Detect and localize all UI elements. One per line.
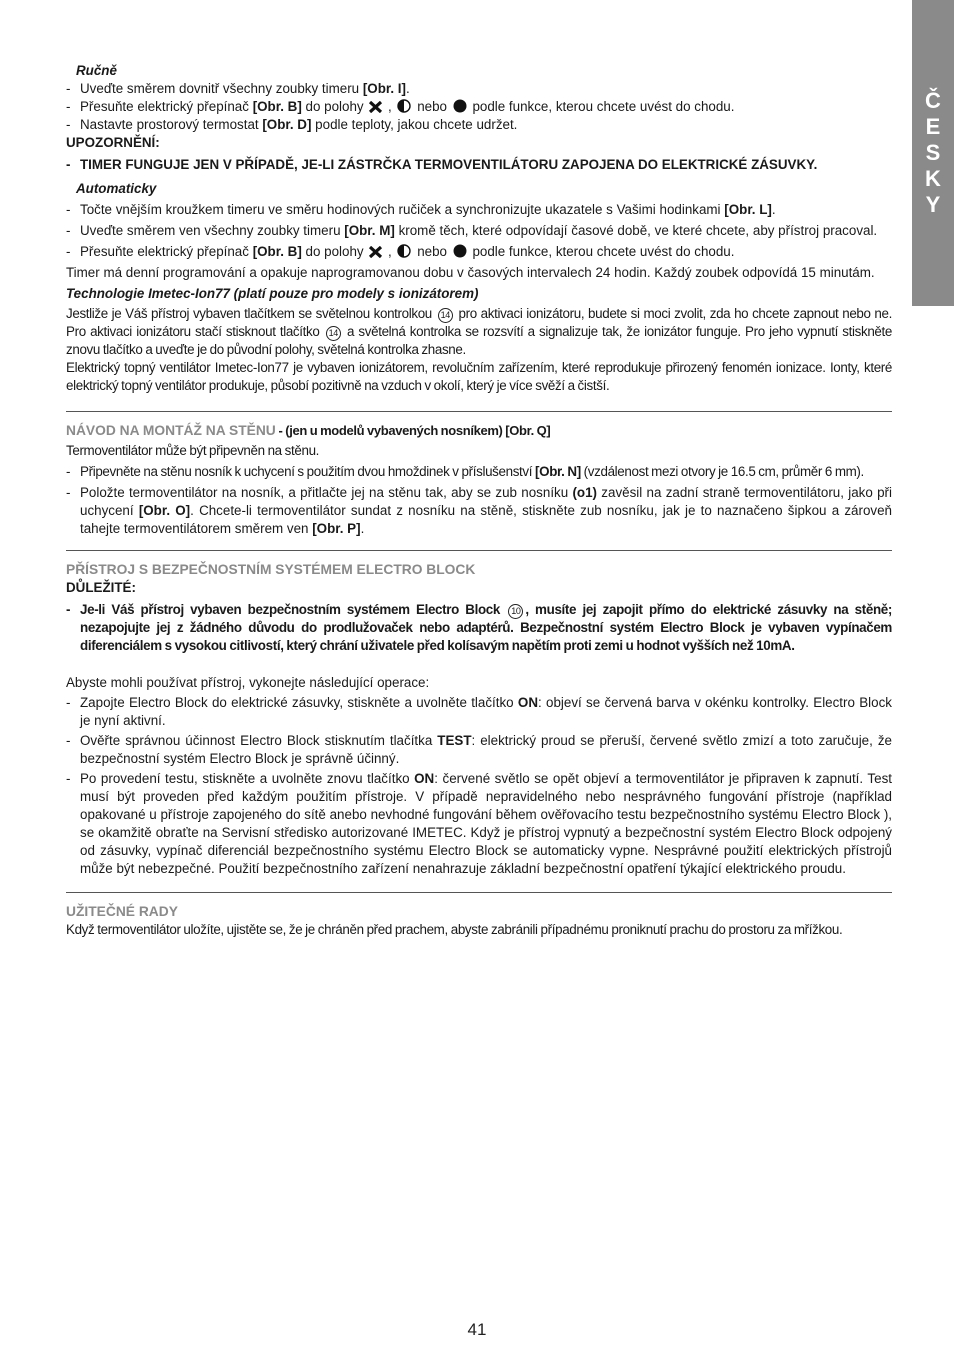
manual-subtitle: Ručně (76, 63, 117, 78)
list-item: - Připevněte na stěnu nosník k uchycení s použitím dvou hmoždinek v příslušenství [Obr. N] (vzdálenost mezi otvory je 16.5 cm, průměr 6 mm). (66, 463, 892, 481)
half-circle-icon (397, 244, 411, 258)
number-10-icon: 10 (508, 604, 523, 619)
timer-note: Timer má denní programování a opakuje naprogramovanou dobu v časových intervalech 24 hodin. Každý zoubek odpovídá 15 minutám. (66, 265, 875, 280)
ion-title: Technologie Imetec-Ion77 (platí pouze pro modely s ionizátorem) (66, 286, 479, 301)
list-item: - Přesuňte elektrický přepínač [Obr. B] do polohy , nebo podle funkce, kterou chcete uvést do chodu. (66, 243, 892, 261)
page-number: 41 (467, 1320, 487, 1339)
electro-section-title: PŘÍSTROJ S BEZPEČNOSTNÍM SYSTÉMEM ELECTRO BLOCK (66, 562, 476, 577)
list-item: - Po provedení testu, stiskněte a uvolněte znovu tlačítko ON: červené světlo se opět objeví a termoventilátor je připraven k zapnutí. Test musí být proveden před každým použitím přístroje. V případě nepravidelného nebo nesprávného fungování přístroje (například opakované u přístroje zapojeného do sítě anebo nevhodné fungování během ověřovacího testu bezpečnostního systému Electro Block ), se okamžitě obraťte na Servisní středisko autorizované IMETEC. Když je přístroj vypnutý a bezpečnostní systém Electro Block odpojený od zásuvky, vypínač diferenciál bezpečnostního systému Electro Block se automaticky vypne. Nesprávné použití elektrických přístrojů může být nebezpečné. Použití bezpečnostního zařízení nenahrazuje základní bezpečnostní opatření týkající elektrického proudu. (66, 770, 892, 878)
tips-text: Když termoventilátor uložíte, ujistěte se, že je chráněn před prachem, abyste zabránili případnému proniknutí prachu do prostoru za mřížkou. (66, 922, 843, 937)
warning-title: UPOZORNĚNÍ: (66, 135, 160, 150)
list-item: - Položte termoventilátor na nosník, a přitlačte jej na stěnu tak, aby se zub nosníku (o1) zavěsil na zadní straně termoventilátoru, jako při uchycení [Obr. O]. Chcete-li termoventilátor sundat z nosníku na stěně, stiskněte zub nosníku, jak je to naznačeno šipkou a zároveň tahejte termoventilátorem směrem ven [Obr. P]. (66, 484, 892, 538)
list-item: - Nastavte prostorový termostat [Obr. D] podle teploty, jakou chcete udržet. (66, 116, 892, 134)
tab-letter: Y (925, 192, 941, 217)
full-circle-icon (453, 244, 467, 258)
mount-section-title: NÁVOD NA MONTÁŽ NA STĚNU - (jen u modelů vybavených nosníkem) [Obr. Q] (66, 423, 551, 438)
divider (66, 892, 892, 893)
page-content (66, 62, 892, 939)
fan-symbol-icon (369, 101, 382, 113)
list-item: - Zapojte Electro Block do elektrické zásuvky, stiskněte a uvolněte tlačítko ON: objeví se červená barva v okénku kontrolky. Electro Block je nyní aktivní. (66, 694, 892, 730)
mount-intro: Termoventilátor může být připevněn na stěnu. (66, 443, 320, 458)
language-side-tab (912, 0, 954, 306)
ion-paragraph: Jestliže je Váš přístroj vybaven tlačítkem se světelnou kontrolkou 14 pro aktivaci ionizátoru, budete si moci zvolit, zda ho chcete zapnout nebo ne. Pro aktivaci ionizátoru stačí stisknout tlačítko 14 a světelná kontrolka se rozsvítí a signalizuje tak, že ionizátor funguje. Pro jeho vypnutí stiskněte znovu tlačítko a uveďte je do původní polohy, světelná kontrolka zhasne. (66, 306, 892, 357)
list-item: - Točte vnějším kroužkem timeru ve směru hodinových ručiček a synchronizujte ukazatele s Vašimi hodinkami [Obr. L]. (66, 201, 892, 219)
tab-letter: K (925, 166, 941, 191)
ion-paragraph-2: Elektrický topný ventilátor Imetec-Ion77 je vybaven ionizátorem, revolučním zařízením, které reprodukuje přirozený fenomén ionizace. Ionty, které elektrický topný ventilátor produkuje, působí pozitivně na vzduch v okolí, který je více svěží a čistší. (66, 360, 892, 393)
list-item: - Ověřte správnou účinnost Electro Block stisknutím tlačítka TEST: elektrický proud se přeruší, červené světlo zmizí a toto zaručuje, že bezpečnostní systém Electro Block je správně účinný. (66, 732, 892, 768)
automatic-subtitle: Automaticky (76, 181, 157, 196)
warning-text: - TIMER FUNGUJE JEN V PŘÍPADĚ, JE-LI ZÁSTRČKA TERMOVENTILÁTORU ZAPOJENA DO ELEKTRICKÉ ZÁSUVKY. (66, 156, 892, 174)
list-item: - Přesuňte elektrický přepínač [Obr. B] do polohy , nebo podle funkce, kterou chcete uvést do chodu. (66, 98, 892, 116)
list-item: - Uveďte směrem dovnitř všechny zoubky timeru [Obr. I]. (66, 80, 892, 98)
fan-symbol-icon (369, 246, 382, 258)
tips-section-title: UŽITEČNÉ RADY (66, 904, 178, 919)
tab-letter: E (925, 114, 941, 139)
divider (66, 411, 892, 412)
list-item: - Uveďte směrem ven všechny zoubky timeru [Obr. M] kromě těch, které odpovídají časové době, ve které chcete, aby přístroj pracoval. (66, 222, 892, 240)
electro-intro: Abyste mohli používat přístroj, vykonejte následující operace: (66, 675, 430, 690)
important-title: DŮLEŽITÉ: (66, 580, 136, 595)
full-circle-icon (453, 99, 467, 113)
divider (66, 550, 892, 551)
half-circle-icon (397, 99, 411, 113)
tab-letter: S (925, 140, 941, 165)
important-text: - Je-li Váš přístroj vybaven bezpečnostním systémem Electro Block 10 , musíte jej zapojit přímo do elektrické zásuvky na stěně; nezapojujte jej z žádného důvodu do prodlužovaček nebo adaptérů. Bezpečnostní systém Electro Block je vybaven vypínačem diferenciálem s vysokou citlivostí, který chrání uživatele před kolísavým napětím proti zemi u hodnot vyšších než 10mA. (66, 601, 892, 655)
number-14-icon: 14 (326, 326, 341, 341)
tab-letter: Č (925, 88, 941, 113)
number-14-icon: 14 (438, 308, 453, 323)
